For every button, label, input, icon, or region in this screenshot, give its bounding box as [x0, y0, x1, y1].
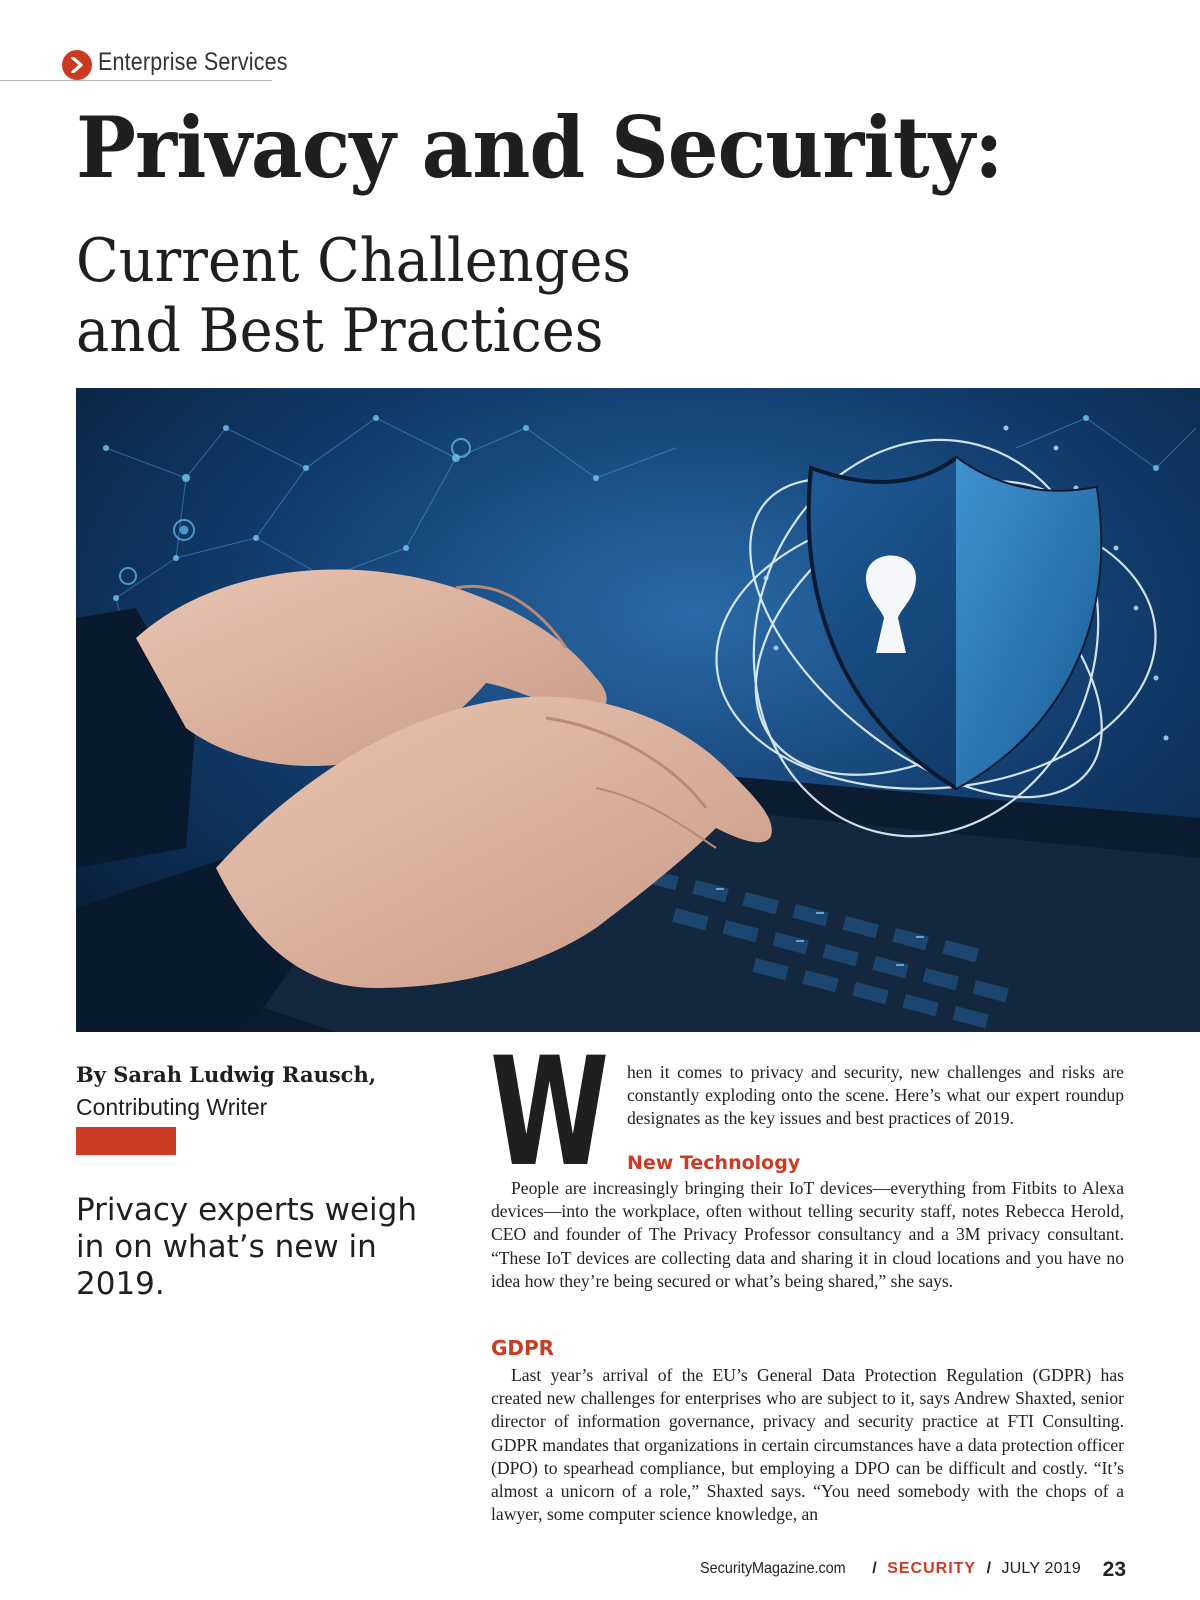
section-heading-new-technology: New Technology: [627, 1152, 801, 1174]
footer-separator: /: [872, 1560, 877, 1577]
article-subtitle: [76, 226, 631, 366]
chevron-right-icon: [62, 50, 92, 80]
section-label: Enterprise Services: [98, 48, 288, 76]
byline-role: Contributing Writer: [76, 1094, 268, 1120]
body-paragraph: Last year’s arrival of the EU’s General Data Protection Regulation (GDPR) has created new challenges for enterprises who are subject to it, says Andrew Shaxted, senior director of information governance, privacy and security practice at FTI Consulting. GDPR mandates that organizations in certain circumstances have a data protection officer (DPO) to spearhead compliance, but employing a DPO can be difficult and costly. “It’s almost a unicorn of a role,” Shaxted says. “You need somebody with the chops of a lawyer, some computer science knowledge, an: [491, 1365, 1124, 1525]
subtitle-line: Current Challenges: [76, 226, 632, 296]
hero-image: [76, 388, 1200, 1032]
intro-paragraph: hen it comes to privacy and security, new challenges and risks are constantly exploding onto the scene. Here’s what our expert roundup designates as the key issues and best practices of 2019.: [627, 1062, 1124, 1129]
page-footer: [700, 1560, 1126, 1586]
drop-cap: W: [490, 1052, 610, 1174]
footer-brand: SECURITY: [887, 1560, 977, 1577]
accent-bar: [76, 1127, 176, 1155]
footer-site: SecurityMagazine.com: [700, 1560, 846, 1577]
body-paragraph: People are increasingly bringing their IoT devices—everything from Fitbits to Alexa devices—into the workplace, often without telling security staff, notes Rebecca Herold, CEO and founder of The Privacy Professor consultancy and a 3M privacy consultant. “These IoT devices are collecting data and sharing it in cloud locations and you have no idea how they’re being secured or what’s being shared,” she says.: [491, 1178, 1124, 1291]
article-deck: Privacy experts weigh in on what’s new in 2019.: [76, 1192, 417, 1302]
footer-separator: /: [986, 1560, 992, 1577]
section-tag: [0, 46, 288, 81]
byline-author: By Sarah Ludwig Rausch,: [76, 1062, 377, 1087]
article-title: Privacy and Security:: [76, 98, 1003, 197]
footer-issue: JULY 2019: [1001, 1560, 1081, 1577]
page-number: 23: [1102, 1558, 1126, 1581]
subtitle-line: and Best Practices: [76, 296, 604, 366]
section-heading-gdpr: GDPR: [491, 1336, 555, 1360]
